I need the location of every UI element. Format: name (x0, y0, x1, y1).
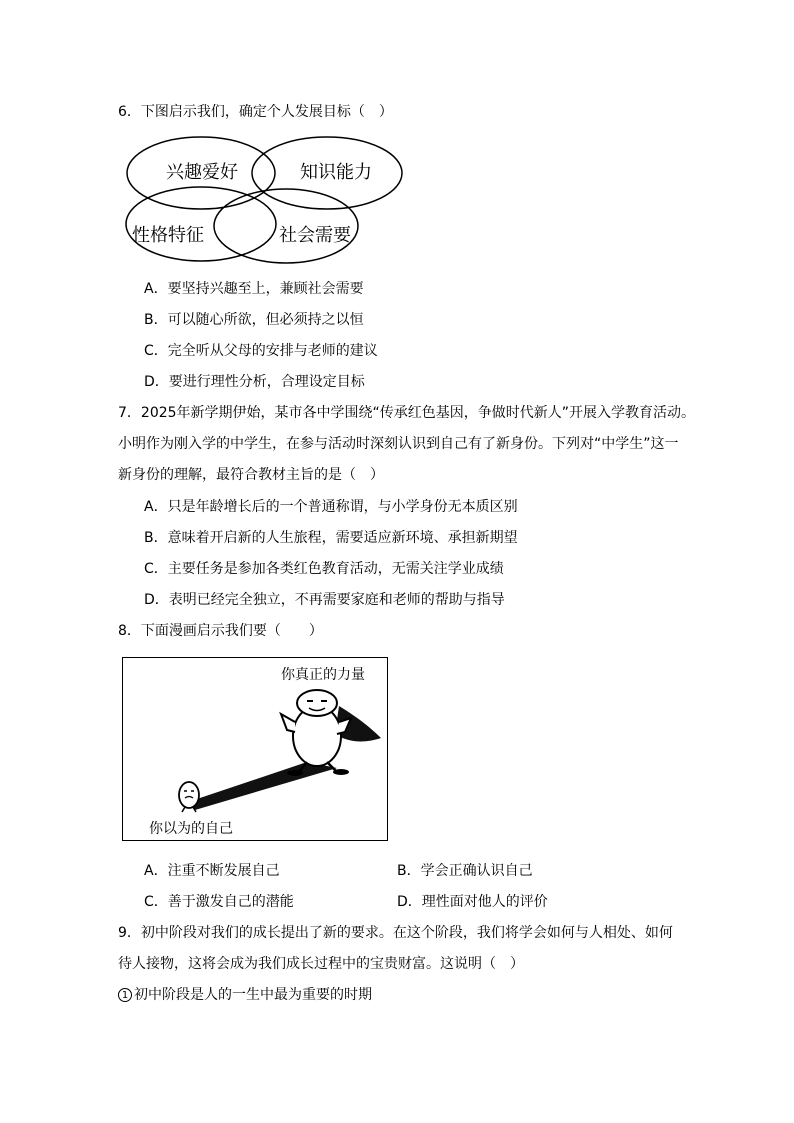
q7-option-c: C．主要任务是参加各类红色教育活动，无需关注学业成绩 (144, 561, 504, 577)
q6-option-a: A．要坚持兴趣至上，兼顾社会需要 (144, 281, 364, 297)
q6-option-c: C．完全听从父母的安排与老师的建议 (144, 343, 378, 359)
venn-label-character: 性格特征 (132, 225, 204, 246)
q7-stem-line2: 小明作为刚入学的中学生，在参与活动时深刻认识到自己有了新身份。下列对“中学生”这一 (118, 436, 679, 452)
q9-item-1 (118, 985, 372, 1005)
venn-label-knowledge: 知识能力 (300, 162, 372, 183)
cartoon-caption-perceived-self: 你以为的自己 (149, 821, 233, 837)
q7-option-b: B．意味着开启新的人生旅程，需要适应新环境、承担新期望 (144, 530, 518, 546)
q7-option-a: A．只是年龄增长后的一个普通称谓，与小学身份无本质区别 (144, 499, 518, 515)
q8-option-d: D．理性面对他人的评价 (397, 894, 548, 910)
venn-label-society: 社会需要 (279, 225, 351, 246)
q7-option-d: D．表明已经完全独立，不再需要家庭和老师的帮助与指导 (144, 592, 505, 608)
q6-option-d: D．要进行理性分析，合理设定目标 (144, 374, 365, 390)
q9-item-1-text: 初中阶段是人的一生中最为重要的时期 (134, 987, 372, 1003)
q8-cartoon (122, 657, 388, 841)
q6-stem: 6．下图启示我们，确定个人发展目标（ ） (118, 104, 393, 120)
circled-number-1: 1 (118, 988, 132, 1002)
q8-option-b: B．学会正确认识自己 (397, 863, 533, 879)
q7-stem-line3: 新身份的理解，最符合教材主旨的是（ ） (118, 467, 384, 483)
q9-stem-line2: 待人接物，这将会成为我们成长过程中的宝贵财富。这说明（ ） (118, 956, 524, 972)
q9-stem-line1: 9．初中阶段对我们的成长提出了新的要求。在这个阶段，我们将学会如何与人相处、如何 (118, 925, 673, 941)
venn-label-interest: 兴趣爱好 (166, 162, 238, 183)
q7-stem-line1: 7．2025年新学期伊始，某市各中学围绕“传承红色基因，争做时代新人”开展入学教育活动。 (118, 405, 696, 421)
q6-option-b: B．可以随心所欲，但必须持之以恒 (144, 312, 364, 328)
cartoon-illustration (123, 658, 386, 839)
cartoon-caption-true-power: 你真正的力量 (281, 667, 365, 683)
q8-option-a: A．注重不断发展自己 (144, 863, 280, 879)
q8-stem: 8．下面漫画启示我们要（ ） (118, 623, 323, 639)
q8-option-c: C．善于激发自己的潜能 (144, 894, 294, 910)
q6-venn-diagram (120, 136, 410, 271)
